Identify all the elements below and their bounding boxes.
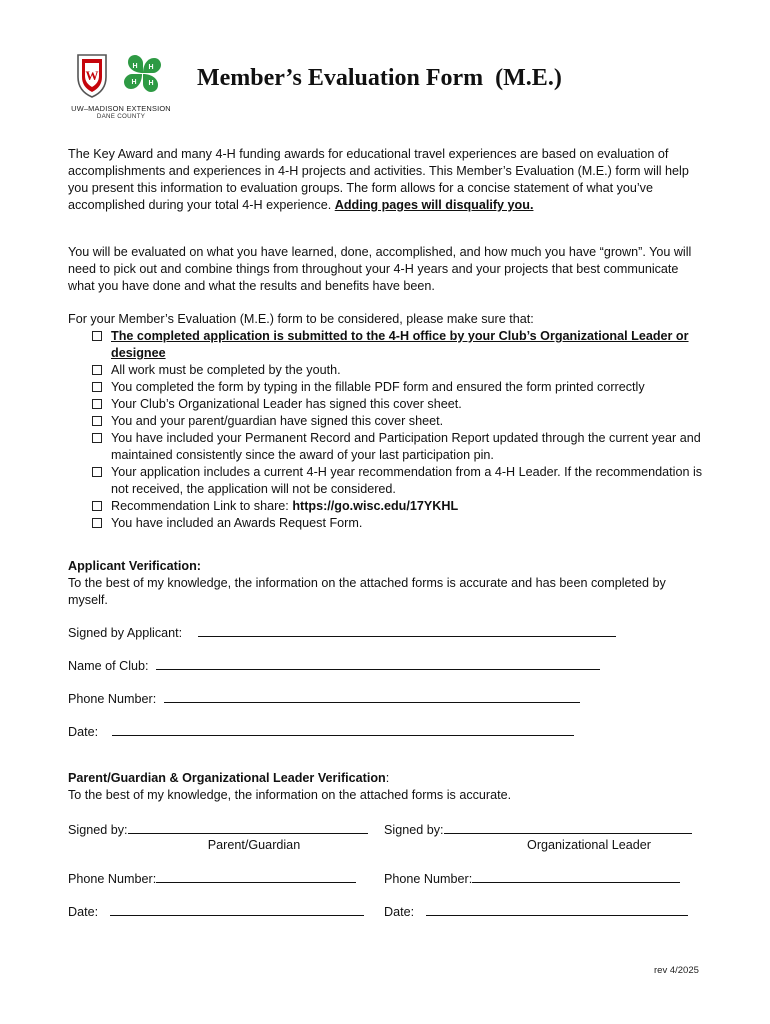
revision-note: rev 4/2025 xyxy=(654,965,699,976)
leader-phone-row xyxy=(384,869,680,888)
applicant-date-label: Date: xyxy=(68,725,99,739)
applicant-date-field[interactable] xyxy=(112,722,574,736)
recommendation-link-label: Recommendation Link to share: xyxy=(111,499,293,513)
guardian-phone-field[interactable] xyxy=(156,869,356,883)
checklist-item-text: Your Club’s Organizational Leader has signed this cover sheet. xyxy=(111,397,462,411)
guardian-phone-label: Phone Number: xyxy=(68,872,157,886)
guardian-phone-row xyxy=(68,869,356,888)
leader-phone-field[interactable] xyxy=(472,869,680,883)
leader-date-field[interactable] xyxy=(426,902,688,916)
intro-paragraph-2: You will be evaluated on what you have learned, done, accomplished, and how much you have “grown”. You will need to pick out and combine things from throughout your 4-H years and your projects that best communicate what you have done and what the results and benefits have been. xyxy=(68,245,692,293)
checkbox[interactable] xyxy=(92,416,102,426)
svg-text:H: H xyxy=(148,64,154,71)
checklist-item-text: You completed the form by typing in the fillable PDF form and ensured the form printed correctly xyxy=(111,380,645,394)
logo-text-extension: UW–MADISON EXTENSION xyxy=(71,104,171,113)
intro-paragraph-1 xyxy=(68,146,708,214)
guardian-signature-field[interactable] xyxy=(128,820,368,834)
applicant-phone-label: Phone Number: xyxy=(68,692,157,706)
leader-signed-label: Signed by: xyxy=(384,823,444,837)
svg-text:H: H xyxy=(148,80,154,87)
leader-date-row xyxy=(384,902,688,921)
page-title: Member’s Evaluation Form (M.E.) xyxy=(197,65,562,91)
applicant-statement: To the best of my knowledge, the information on the attached forms is accurate and has been completed by myself. xyxy=(68,576,666,607)
applicant-heading: Applicant Verification: xyxy=(68,559,201,573)
checkbox[interactable] xyxy=(92,365,102,375)
applicant-phone-row xyxy=(68,689,580,708)
guardian-leader-heading-colon: : xyxy=(385,771,390,785)
checkbox[interactable] xyxy=(92,399,102,409)
guardian-date-field[interactable] xyxy=(110,902,364,916)
checklist-item xyxy=(92,413,712,430)
checklist-item xyxy=(92,515,712,532)
checklist-item-text xyxy=(111,498,712,515)
checkbox[interactable] xyxy=(92,433,102,443)
uw-crest-icon xyxy=(75,51,109,99)
checklist-item xyxy=(92,396,712,413)
club-name-label: Name of Club: xyxy=(68,659,149,673)
club-name-field[interactable] xyxy=(156,656,600,670)
checklist-item xyxy=(92,379,712,396)
disqualify-warning: Adding pages will disqualify you. xyxy=(334,198,534,212)
checklist-item-text: All work must be completed by the youth. xyxy=(111,363,341,377)
guardian-leader-heading: Parent/Guardian & Organizational Leader Verification xyxy=(68,771,386,785)
guardian-leader-verification xyxy=(68,770,708,804)
checkbox[interactable] xyxy=(92,331,102,341)
recommendation-link[interactable]: https://go.wisc.edu/17YKHL xyxy=(292,499,459,513)
applicant-verification xyxy=(68,558,708,609)
four-h-clover-icon xyxy=(120,51,166,97)
checklist-item-text: The completed application is submitted to the 4-H office by your Club’s Organizational Leader or designee xyxy=(111,329,689,360)
signed-by-applicant-label: Signed by Applicant: xyxy=(68,626,183,640)
checklist-item xyxy=(92,430,712,464)
guardian-leader-statement: To the best of my knowledge, the information on the attached forms is accurate. xyxy=(68,788,512,802)
checklist-item-text: You have included your Permanent Record and Participation Report updated through the current year and maintained consistently since the award of your last participation pin. xyxy=(111,431,701,462)
svg-text:H: H xyxy=(131,79,137,86)
requirements-checklist xyxy=(92,328,712,532)
applicant-signature-field[interactable] xyxy=(198,623,616,637)
checkbox[interactable] xyxy=(92,518,102,528)
checklist-item-text: You and your parent/guardian have signed this cover sheet. xyxy=(111,414,444,428)
leader-signature-field[interactable] xyxy=(444,820,692,834)
applicant-phone-field[interactable] xyxy=(164,689,580,703)
intro-paragraph-1-text: The Key Award and many 4-H funding awards for educational travel experiences are based on evaluation of accomplishments and experiences in 4-H projects and activities. This Member’s Evaluation (M.E.) form will help you present this information to evaluation groups. The form allows for a concise statement of what you’ve accomplished during your total 4-H experience. xyxy=(68,147,689,212)
guardian-signed-label: Signed by: xyxy=(68,823,128,837)
parent-guardian-caption: Parent/Guardian xyxy=(207,838,301,852)
checkbox[interactable] xyxy=(92,467,102,477)
svg-text:W: W xyxy=(85,68,99,83)
intro-paragraph-3: For your Member’s Evaluation (M.E.) form to be considered, please make sure that: xyxy=(68,312,534,326)
leader-phone-label: Phone Number: xyxy=(384,872,473,886)
organizational-leader-caption: Organizational Leader xyxy=(527,838,651,852)
svg-text:H: H xyxy=(132,63,138,70)
checklist-item xyxy=(92,328,712,362)
guardian-date-row xyxy=(68,902,364,921)
club-name-row xyxy=(68,656,600,675)
applicant-signature-row xyxy=(68,623,616,642)
logo-group xyxy=(66,48,176,126)
checklist-item xyxy=(92,362,712,379)
checklist-item xyxy=(92,464,712,498)
checkbox[interactable] xyxy=(92,382,102,392)
logo-text-county: DANE COUNTY xyxy=(96,113,146,120)
guardian-date-label: Date: xyxy=(68,905,99,919)
applicant-date-row xyxy=(68,722,574,741)
checkbox[interactable] xyxy=(92,501,102,511)
checklist-item-text: Your application includes a current 4-H year recommendation from a 4-H Leader. If the recommendation is not received, the application will not be considered. xyxy=(111,465,703,496)
checklist-item-text: You have included an Awards Request Form. xyxy=(111,516,363,530)
leader-date-label: Date: xyxy=(384,905,415,919)
checklist-item xyxy=(92,498,712,515)
